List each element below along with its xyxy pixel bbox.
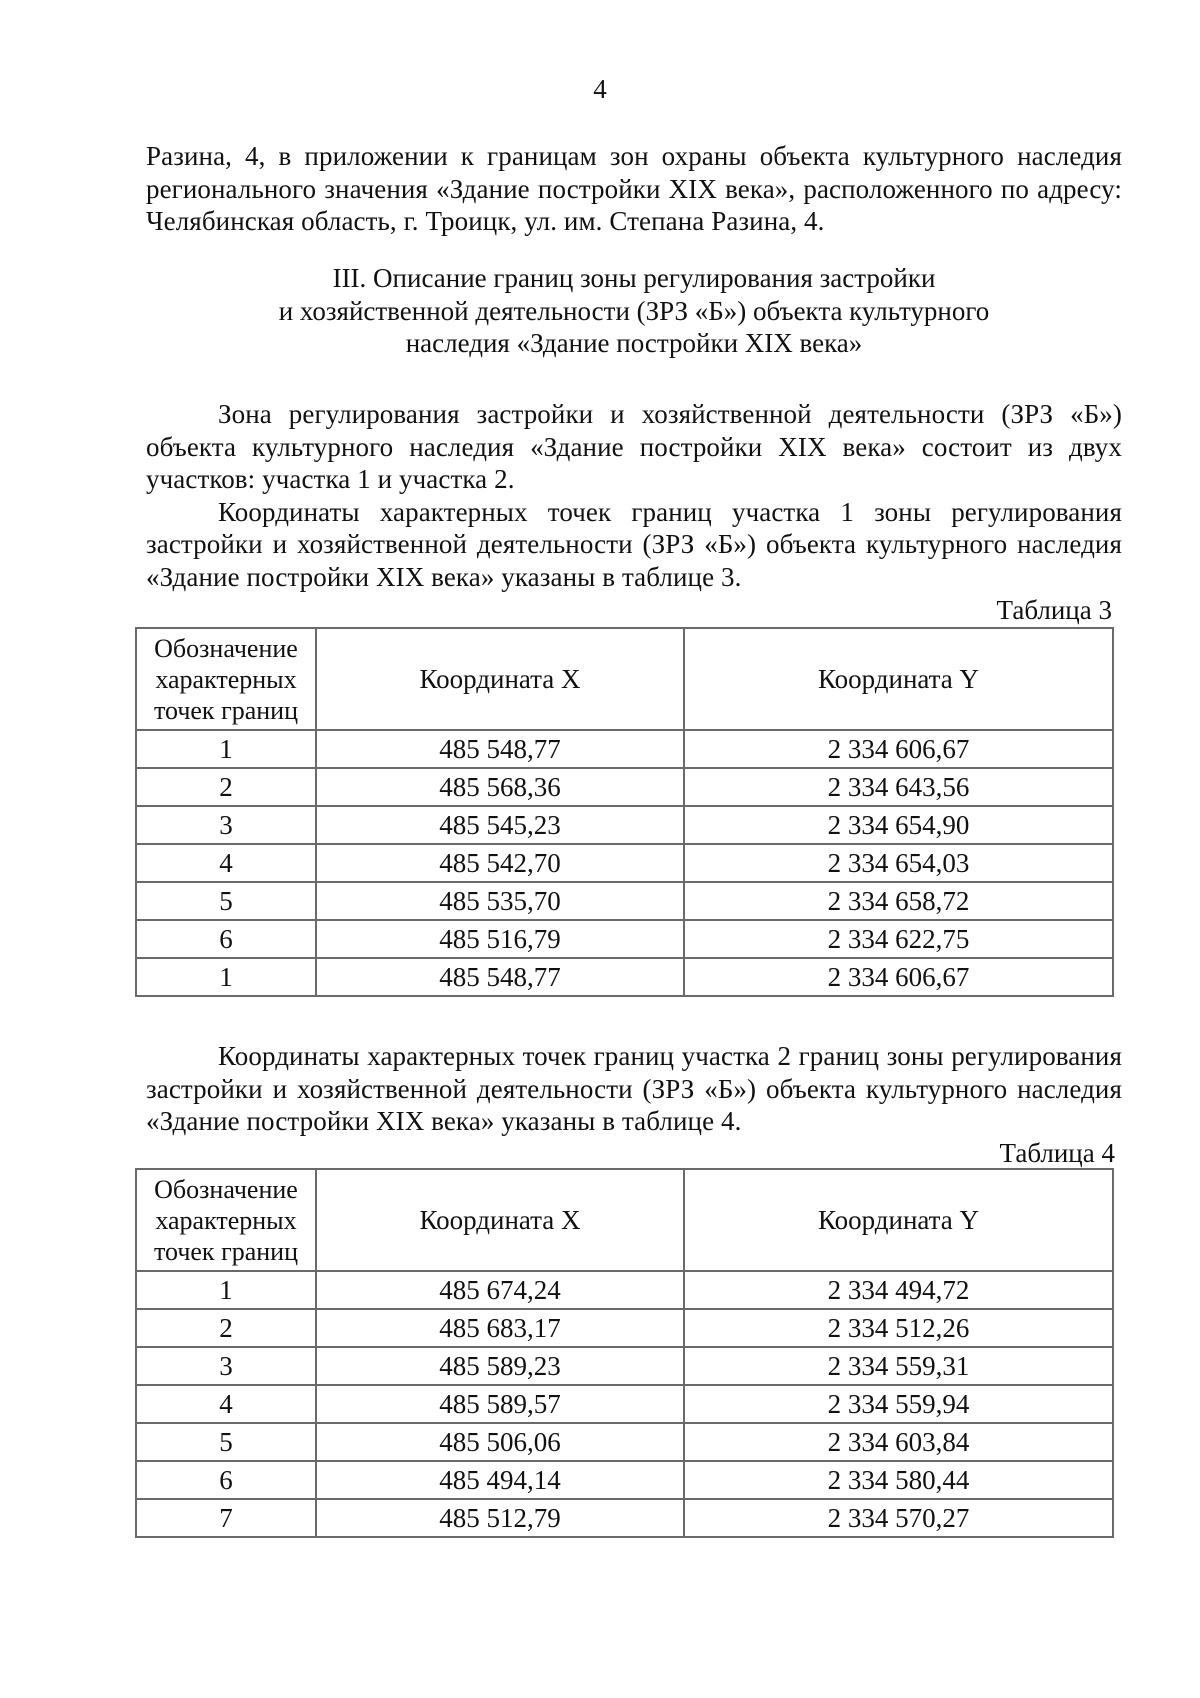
cell-y: 2 334 654,03 (684, 844, 1113, 882)
cell-point: 5 (136, 1423, 316, 1461)
table3-header-x: Координата X (316, 628, 684, 730)
header-point-line-2: характерных (155, 664, 297, 694)
table3-header-y: Координата Y (684, 628, 1113, 730)
table3 (135, 627, 1114, 997)
table3-caption: Таблица 3 (996, 595, 1112, 625)
zone-paragraph: Зона регулирования застройки и хозяйственной деятельности (ЗРЗ «Б») объекта культурного наследия «Здание постройки XIX века» состоит из двух участков: участка 1 и участка 2. (146, 399, 1122, 494)
table-row (136, 1423, 1113, 1461)
table-row (136, 920, 1113, 958)
cell-point: 2 (136, 768, 316, 806)
cell-y: 2 334 559,94 (684, 1385, 1113, 1423)
table3-header-point (136, 628, 316, 730)
cell-point: 7 (136, 1499, 316, 1537)
table-row (136, 1461, 1113, 1499)
cell-y: 2 334 606,67 (684, 730, 1113, 768)
cell-point: 3 (136, 806, 316, 844)
cell-y: 2 334 643,56 (684, 768, 1113, 806)
cell-x: 485 674,24 (316, 1271, 684, 1309)
table4-header-point (136, 1169, 316, 1271)
cell-x: 485 542,70 (316, 844, 684, 882)
table3-header-row (136, 628, 1113, 730)
cell-x: 485 545,23 (316, 806, 684, 844)
cell-x: 485 683,17 (316, 1309, 684, 1347)
intro-paragraph (146, 140, 1122, 238)
table4-caption: Таблица 4 (999, 1138, 1115, 1168)
cell-point: 1 (136, 730, 316, 768)
cell-y: 2 334 606,67 (684, 958, 1113, 996)
table-row (136, 1271, 1113, 1309)
cell-y: 2 334 559,31 (684, 1347, 1113, 1385)
table4 (135, 1168, 1114, 1538)
cell-y: 2 334 512,26 (684, 1309, 1113, 1347)
cell-x: 485 494,14 (316, 1461, 684, 1499)
table4-header-y: Координата Y (684, 1169, 1113, 1271)
cell-x: 485 568,36 (316, 768, 684, 806)
section-heading-line-1: III. Описание границ зоны регулирования застройки (332, 263, 936, 293)
cell-point: 4 (136, 844, 316, 882)
cell-point: 3 (136, 1347, 316, 1385)
cell-point: 6 (136, 1461, 316, 1499)
page-number: 4 (593, 74, 607, 104)
header-point-line-3: точек границ (153, 1236, 299, 1266)
header-point-line-2: характерных (155, 1205, 297, 1235)
cell-x: 485 516,79 (316, 920, 684, 958)
intro-paragraph-text: Разина, 4, в приложении к границам зон охраны объекта культурного наследия регионального значения «Здание постройки XIX века», расположенного по адресу: Челябинская область, г. Троицк, ул. им. Степана Разина, 4. (146, 141, 1122, 236)
table4-header-x: Координата X (316, 1169, 684, 1271)
table-row (136, 730, 1113, 768)
header-point-line-1: Обозначение (154, 633, 298, 663)
cell-y: 2 334 622,75 (684, 920, 1113, 958)
cell-point: 5 (136, 882, 316, 920)
cell-y: 2 334 603,84 (684, 1423, 1113, 1461)
cell-point: 1 (136, 1271, 316, 1309)
cell-x: 485 512,79 (316, 1499, 684, 1537)
cell-x: 485 548,77 (316, 730, 684, 768)
table-row (136, 1309, 1113, 1347)
header-point-line-3: точек границ (153, 695, 299, 725)
table3-intro-paragraph: Координаты характерных точек границ участка 1 зоны регулирования застройки и хозяйственной деятельности (ЗРЗ «Б») объекта культурного наследия «Здание постройки XIX века» указаны в таблице 3. (146, 496, 1122, 592)
table-row (136, 958, 1113, 996)
cell-point: 1 (136, 958, 316, 996)
table-row (136, 1499, 1113, 1537)
cell-x: 485 548,77 (316, 958, 684, 996)
table-row (136, 768, 1113, 806)
zone-description (146, 398, 1122, 593)
cell-y: 2 334 654,90 (684, 806, 1113, 844)
table-row (136, 844, 1113, 882)
cell-point: 4 (136, 1385, 316, 1423)
table4-intro-paragraph: Координаты характерных точек границ участка 2 границ зоны регулирования застройки и хозяйственной деятельности (ЗРЗ «Б») объекта культурного наследия «Здание постройки XIX века» указаны в таблице 4. (146, 1041, 1122, 1136)
cell-y: 2 334 580,44 (684, 1461, 1113, 1499)
cell-point: 6 (136, 920, 316, 958)
cell-y: 2 334 658,72 (684, 882, 1113, 920)
header-point-line-1: Обозначение (154, 1174, 298, 1204)
cell-x: 485 589,23 (316, 1347, 684, 1385)
cell-y: 2 334 570,27 (684, 1499, 1113, 1537)
table4-header-row (136, 1169, 1113, 1271)
table-row (136, 1385, 1113, 1423)
cell-point: 2 (136, 1309, 316, 1347)
table4-intro (146, 1040, 1122, 1138)
section-heading-line-2: и хозяйственной деятельности (ЗРЗ «Б») объекта культурного (278, 295, 990, 326)
section-heading-line-3: наследия «Здание постройки XIX века» (405, 328, 863, 358)
table-row (136, 1347, 1113, 1385)
section-heading (146, 262, 1122, 360)
table-row (136, 882, 1113, 920)
cell-x: 485 589,57 (316, 1385, 684, 1423)
cell-x: 485 535,70 (316, 882, 684, 920)
table-row (136, 806, 1113, 844)
cell-y: 2 334 494,72 (684, 1271, 1113, 1309)
cell-x: 485 506,06 (316, 1423, 684, 1461)
